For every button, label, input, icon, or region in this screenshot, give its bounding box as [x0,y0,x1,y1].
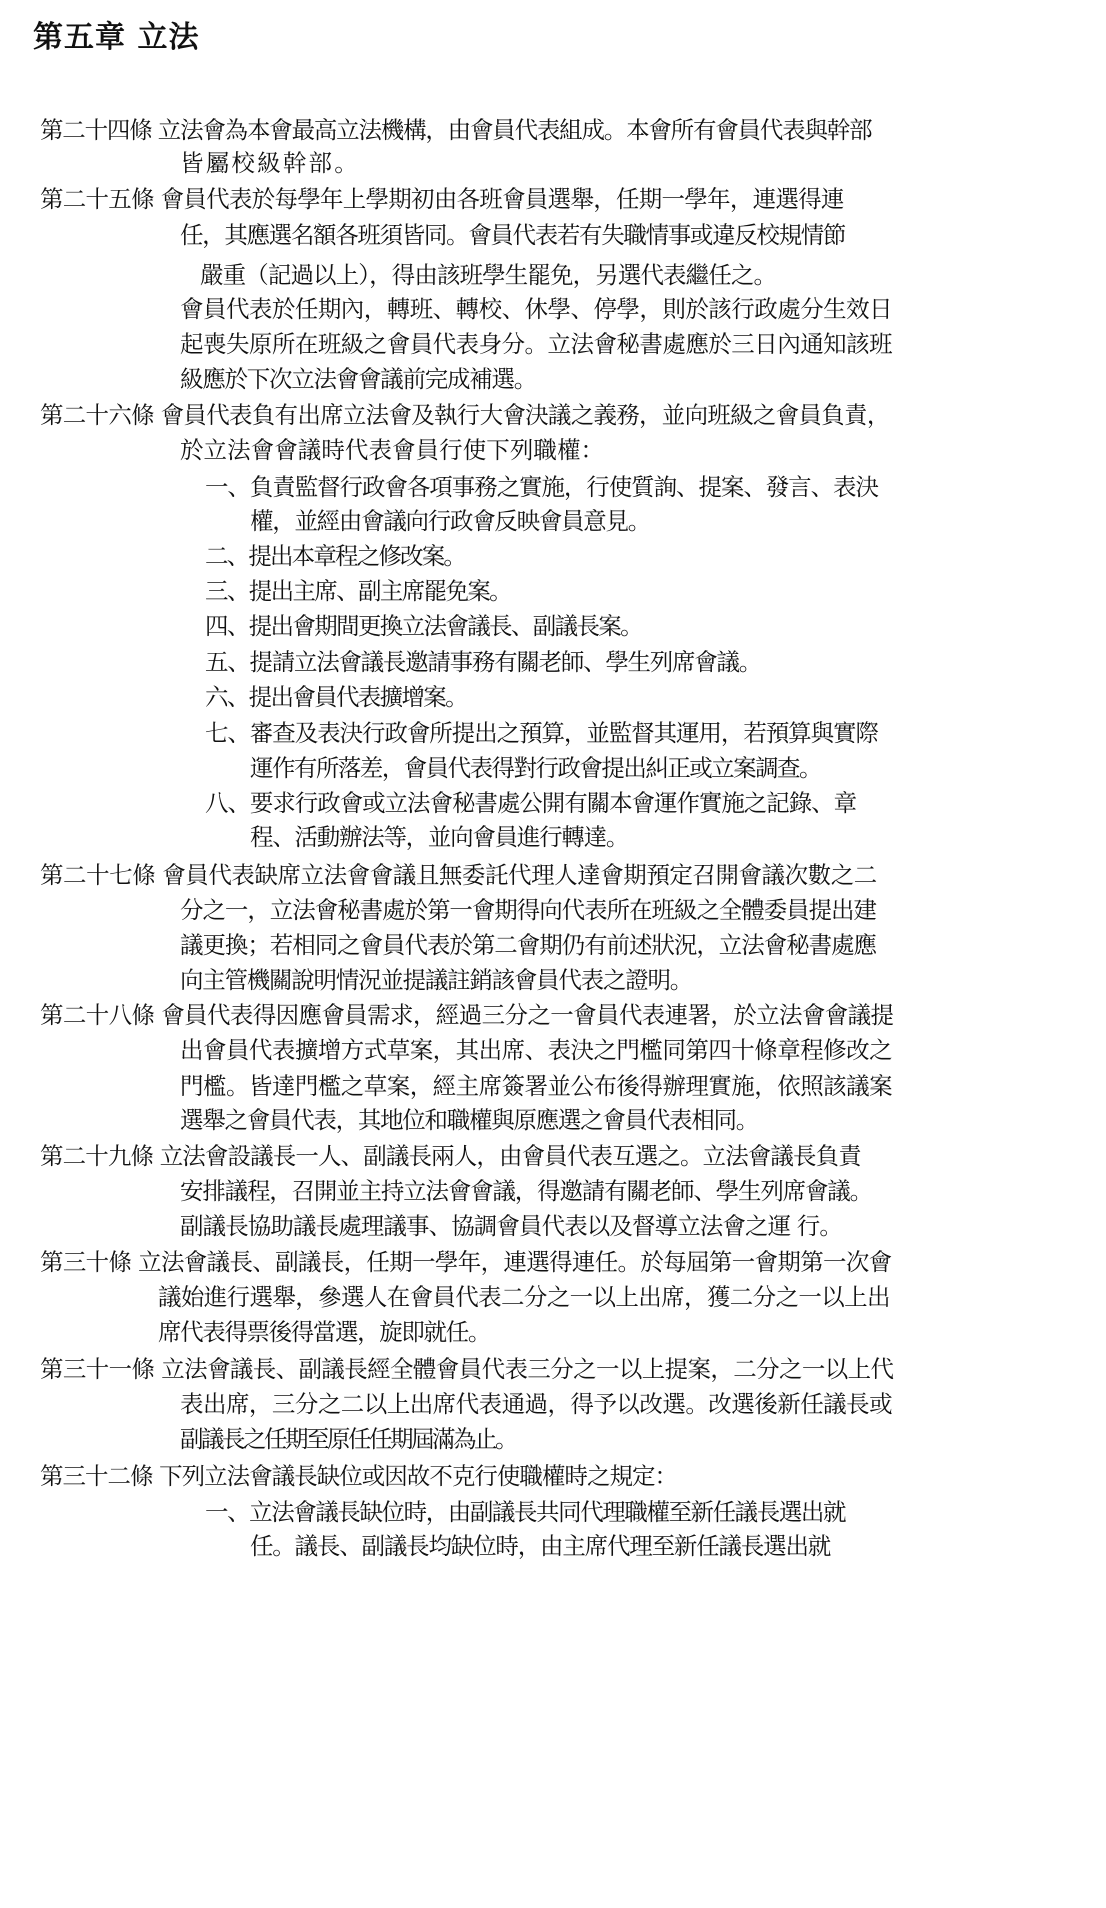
article-31-line: 表出席，三分之二以上出席代表通過，得予以改選。改選後新任議長或 [180,1390,893,1418]
article-26-item: 五、提請立法會議長邀請事務有關老師、學生列席會議。 [205,648,761,676]
article-30-line: 議始進行選舉，參選人在會員代表二分之一以上出席，獲二分之一以上出 [158,1283,890,1311]
article-26-item: 四、提出會期間更換立法會議長、副議長案。 [205,612,642,640]
article-26-line: 於立法會會議時代表會員行使下列職權： [180,436,605,464]
article-25-line: 級應於下次立法會會議前完成補選。 [180,365,536,393]
article-25-line: 任，其應選名額各班須皆同。會員代表若有失職情事或違反校規情節 [180,221,846,249]
chapter-title: 第五章 立法 [33,20,200,55]
article-31-line: 第三十一條 立法會議長、副議長經全體會員代表三分之一以上提案，二分之一以上代 [40,1355,894,1383]
article-32-item: 一、立法會議長缺位時，由副議長共同代理職權至新任議長選出就 [205,1498,846,1526]
article-28-line: 第二十八條 會員代表得因應會員需求，經過三分之一會員代表連署，於立法會會議提 [40,1001,894,1029]
article-27-line: 分之一，立法會秘書處於第一會期得向代表所在班級之全體委員提出建 [180,896,876,924]
article-32-line: 第三十二條 下列立法會議長缺位或因故不克行使職權時之規定： [40,1462,678,1490]
article-25-line: 起喪失原所在班級之會員代表身分。立法會秘書處應於三日內通知該班 [180,330,893,358]
article-29-line: 副議長協助議長處理議事、協調會員代表以及督導立法會之運 行。 [180,1212,842,1240]
article-30-line: 席代表得票後得當選，旋即就任。 [158,1318,490,1346]
article-28-line: 選舉之會員代表，其地位和職權與原應選之會員代表相同。 [180,1106,758,1134]
article-26-item: 一、負責監督行政會各項事務之實施，行使質詢、提案、發言、表決 [205,473,878,501]
article-25-line: 會員代表於任期內，轉班、轉校、休學、停學，則於該行政處分生效日 [180,295,893,323]
article-26-item: 程、活動辦法等，並向會員進行轉達。 [250,823,629,851]
article-27-line: 第二十七條 會員代表缺席立法會會議且無委託代理人達會期預定召開會議次數之二 [40,861,877,889]
article-26-item: 權，並經由會議向行政會反映會員意見。 [250,507,650,535]
article-26-item: 運作有所落差，會員代表得對行政會提出糾正或立案調查。 [250,754,821,782]
article-25-line: 第二十五條 會員代表於每學年上學期初由各班會員選舉，任期一學年，連選得連 [40,185,844,213]
article-29-line: 安排議程，召開並主持立法會會議，得邀請有關老師、學生列席會議。 [180,1177,872,1205]
article-24-line: 皆屬校級幹部。 [180,149,360,177]
article-26-item: 七、審查及表決行政會所提出之預算，並監督其運用，若預算與實際 [205,719,878,747]
article-25-line: 嚴重（記過以上），得由該班學生罷免，另選代表繼任之。 [200,261,777,289]
article-28-line: 出會員代表擴增方式草案，其出席、表決之門檻同第四十條章程修改之 [180,1036,893,1064]
article-26-item: 三、提出主席、副主席罷免案。 [205,577,512,605]
article-27-line: 向主管機關說明情況並提議註銷該會員代表之證明。 [180,966,692,994]
article-24-line: 第二十四條 立法會為本會最高立法機構，由會員代表組成。本會所有會員代表與幹部 [40,116,872,144]
article-30-line: 第三十條 立法會議長、副議長，任期一學年，連選得連任。於每屆第一會期第一次會 [40,1248,892,1276]
article-26-line: 第二十六條 會員代表負有出席立法會及執行大會決議之義務，並向班級之會員負責， [40,401,890,429]
article-26-item: 六、提出會員代表擴增案。 [205,683,467,711]
article-28-line: 門檻。皆達門檻之草案，經主席簽署並公布後得辦理實施，依照該議案 [180,1072,893,1100]
article-26-item: 二、提出本章程之修改案。 [205,542,466,570]
article-27-line: 議更換；若相同之會員代表於第二會期仍有前述狀況，立法會秘書處應 [180,931,876,959]
article-26-item: 八、要求行政會或立法會秘書處公開有關本會運作實施之記錄、章 [205,789,857,817]
article-32-item: 任。議長、副議長均缺位時，由主席代理至新任議長選出就 [250,1532,831,1560]
article-29-line: 第二十九條 立法會設議長一人、副議長兩人，由會員代表互選之。立法會議長負責 [40,1142,861,1170]
article-31-line: 副議長之任期至原任任期屆滿為止。 [180,1425,516,1453]
